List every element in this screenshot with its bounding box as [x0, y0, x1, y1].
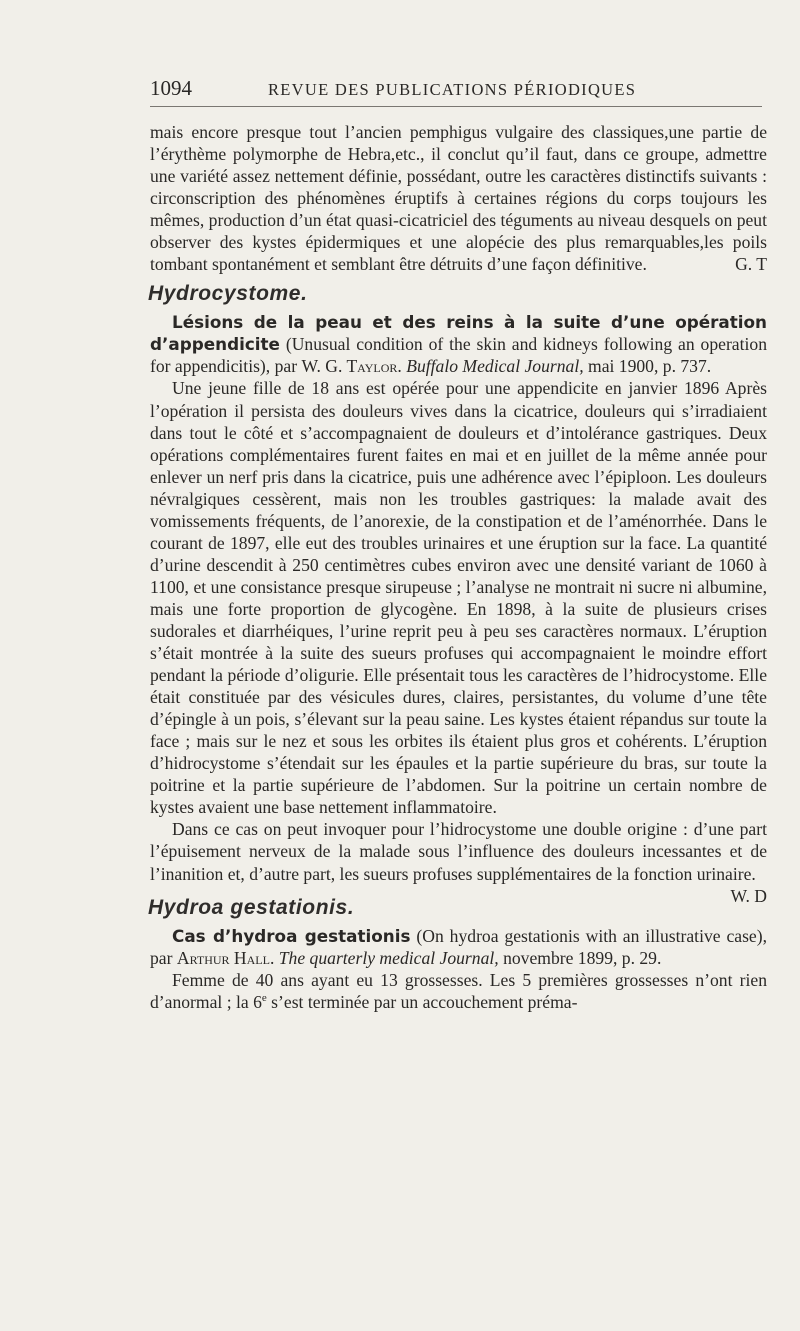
article-2-text-a: Femme de 40 ans ayant eu 13 grossesses. Les 5 premières grossesses n’ont rien d’anormal ; la 6 — [150, 969, 767, 1012]
article-2-paragraph-1 — [150, 969, 767, 1013]
article-date-1: mai 1900, p. 737. — [588, 356, 712, 377]
intro-signature: G. T — [735, 254, 767, 275]
article-english-title-1: (Unusual condition of the skin and kidneys following an operation for appendicitis), par — [150, 334, 767, 377]
ordinal-superscript: e — [261, 991, 267, 1004]
article-english-title-2: (On hydroa gestationis with an illustrative case), par — [150, 925, 768, 968]
running-title: REVUE DES PUBLICATIONS PÉRIODIQUES — [268, 80, 637, 99]
intro-paragraph — [150, 121, 767, 275]
article-1-paragraph-2 — [150, 818, 767, 906]
article-journal-1: Buffalo Medical Journal, — [406, 356, 584, 377]
page-header — [150, 72, 767, 102]
article-title-2: Cas d’hydroa gestationis — [172, 925, 411, 946]
page-number: 1094 — [150, 76, 192, 100]
article-journal-2: The quarterly medical Journal, — [278, 947, 499, 968]
article-1-paragraph-2-text: Dans ce cas on peut invoquer pour l’hidrocystome une double origine : d’une part l’épuisement nerveux de la malade sous l’influence des douleurs incessantes et de l’inanition et, d’autre part, les sueurs profuses supplémentaires de la fonction urinaire. — [150, 819, 767, 884]
header-rule — [150, 106, 762, 107]
article-author-2: Arthur Hall. — [176, 947, 275, 968]
page-body — [150, 121, 767, 1013]
section-heading-hydrocystome: Hydrocystome. — [148, 282, 308, 306]
section-heading-hydroa: Hydroa gestationis. — [148, 895, 355, 919]
article-author-1: W. G. Taylor. — [301, 356, 402, 377]
article-1-paragraph-1: Une jeune fille de 18 ans est opérée pour une appendicite en janvier 1896 Après l’opération il persista des douleurs vives dans la cicatrice, douleurs qui s’irradiaient dans tout le côté et s’accompagnaient de douleurs et d’intolérance gastriques. Deux opérations complémentaires furent faites en mai et en juillet de la même année pour enlever un nerf pris dans la cicatrice, puis une adhérence avec l’épiploon. Les douleurs névralgiques cessèrent, mais non les troubles gastriques: la malade avait des vomissements fréquents, de l’anorexie, de la constipation et de l’aménorrhée. Dans le courant de 1897, elle eut des troubles urinaires et une éruption sur la face. La quantité d’urine descendit à 250 centimètres cubes environ avec une densité variant de 1060 à 1100, et une consistance presque sirupeuse ; l’analyse ne montrait ni sucre ni albumine, mais une forte proportion de glycogène. En 1898, à la suite de plusieurs crises sudorales et diarrhéiques, l’urine reprit peu à peu ses caractères normaux. L’éruption s’était montrée à la suite des sueurs profuses qui accompagnaient le moindre effort pendant la période d’oligurie. Elle présentait tous les caractères de l’hidrocystome. Elle était constituée par des vésicules dures, claires, persistantes, du volume d’une tête d’épingle à un pois, s’élevant sur la peau saine. Les kystes étaient répandus sur toute la face ; mais sur le nez et sous les orbites ils étaient plus gros et cohérents. L’éruption d’hidrocystome s’étendait sur les épaules et la partie supérieure du bras, sur toute la poitrine et la partie supérieure de l’abdomen. Sur la poitrine un certain nombre de kystes avaient une base nettement inflammatoire. — [150, 378, 767, 818]
intro-text: mais encore presque tout l’ancien pemphigus vulgaire des classiques,une partie de l’érythème polymorphe de Hebra,etc., il conclut qu’il faut, dans ce groupe, admettre une variété assez nettement définie, possédant, outre les caractères distinctifs suivants : circonscription des phénomènes éruptifs à certaines régions du corps toujours les mêmes, production d’un état quasi-cicatriciel des téguments au niveau desquels on peut observer des kystes épidermiques et une alopécie des plus remarquables,les poils tombant spontanément et semblant être détruits d’une façon définitive. — [150, 122, 767, 275]
article-reference-1 — [150, 311, 767, 377]
article-1-signature: W. D — [730, 885, 767, 906]
article-reference-2 — [150, 925, 767, 969]
article-date-2: novembre 1899, p. 29. — [503, 947, 662, 968]
article-title-1: Lésions de la peau et des reins à la suite d’une opération d’appendicite — [150, 312, 767, 355]
article-2-text-b: s’est terminée par un accouchement préma- — [266, 991, 578, 1012]
page — [150, 72, 767, 1322]
